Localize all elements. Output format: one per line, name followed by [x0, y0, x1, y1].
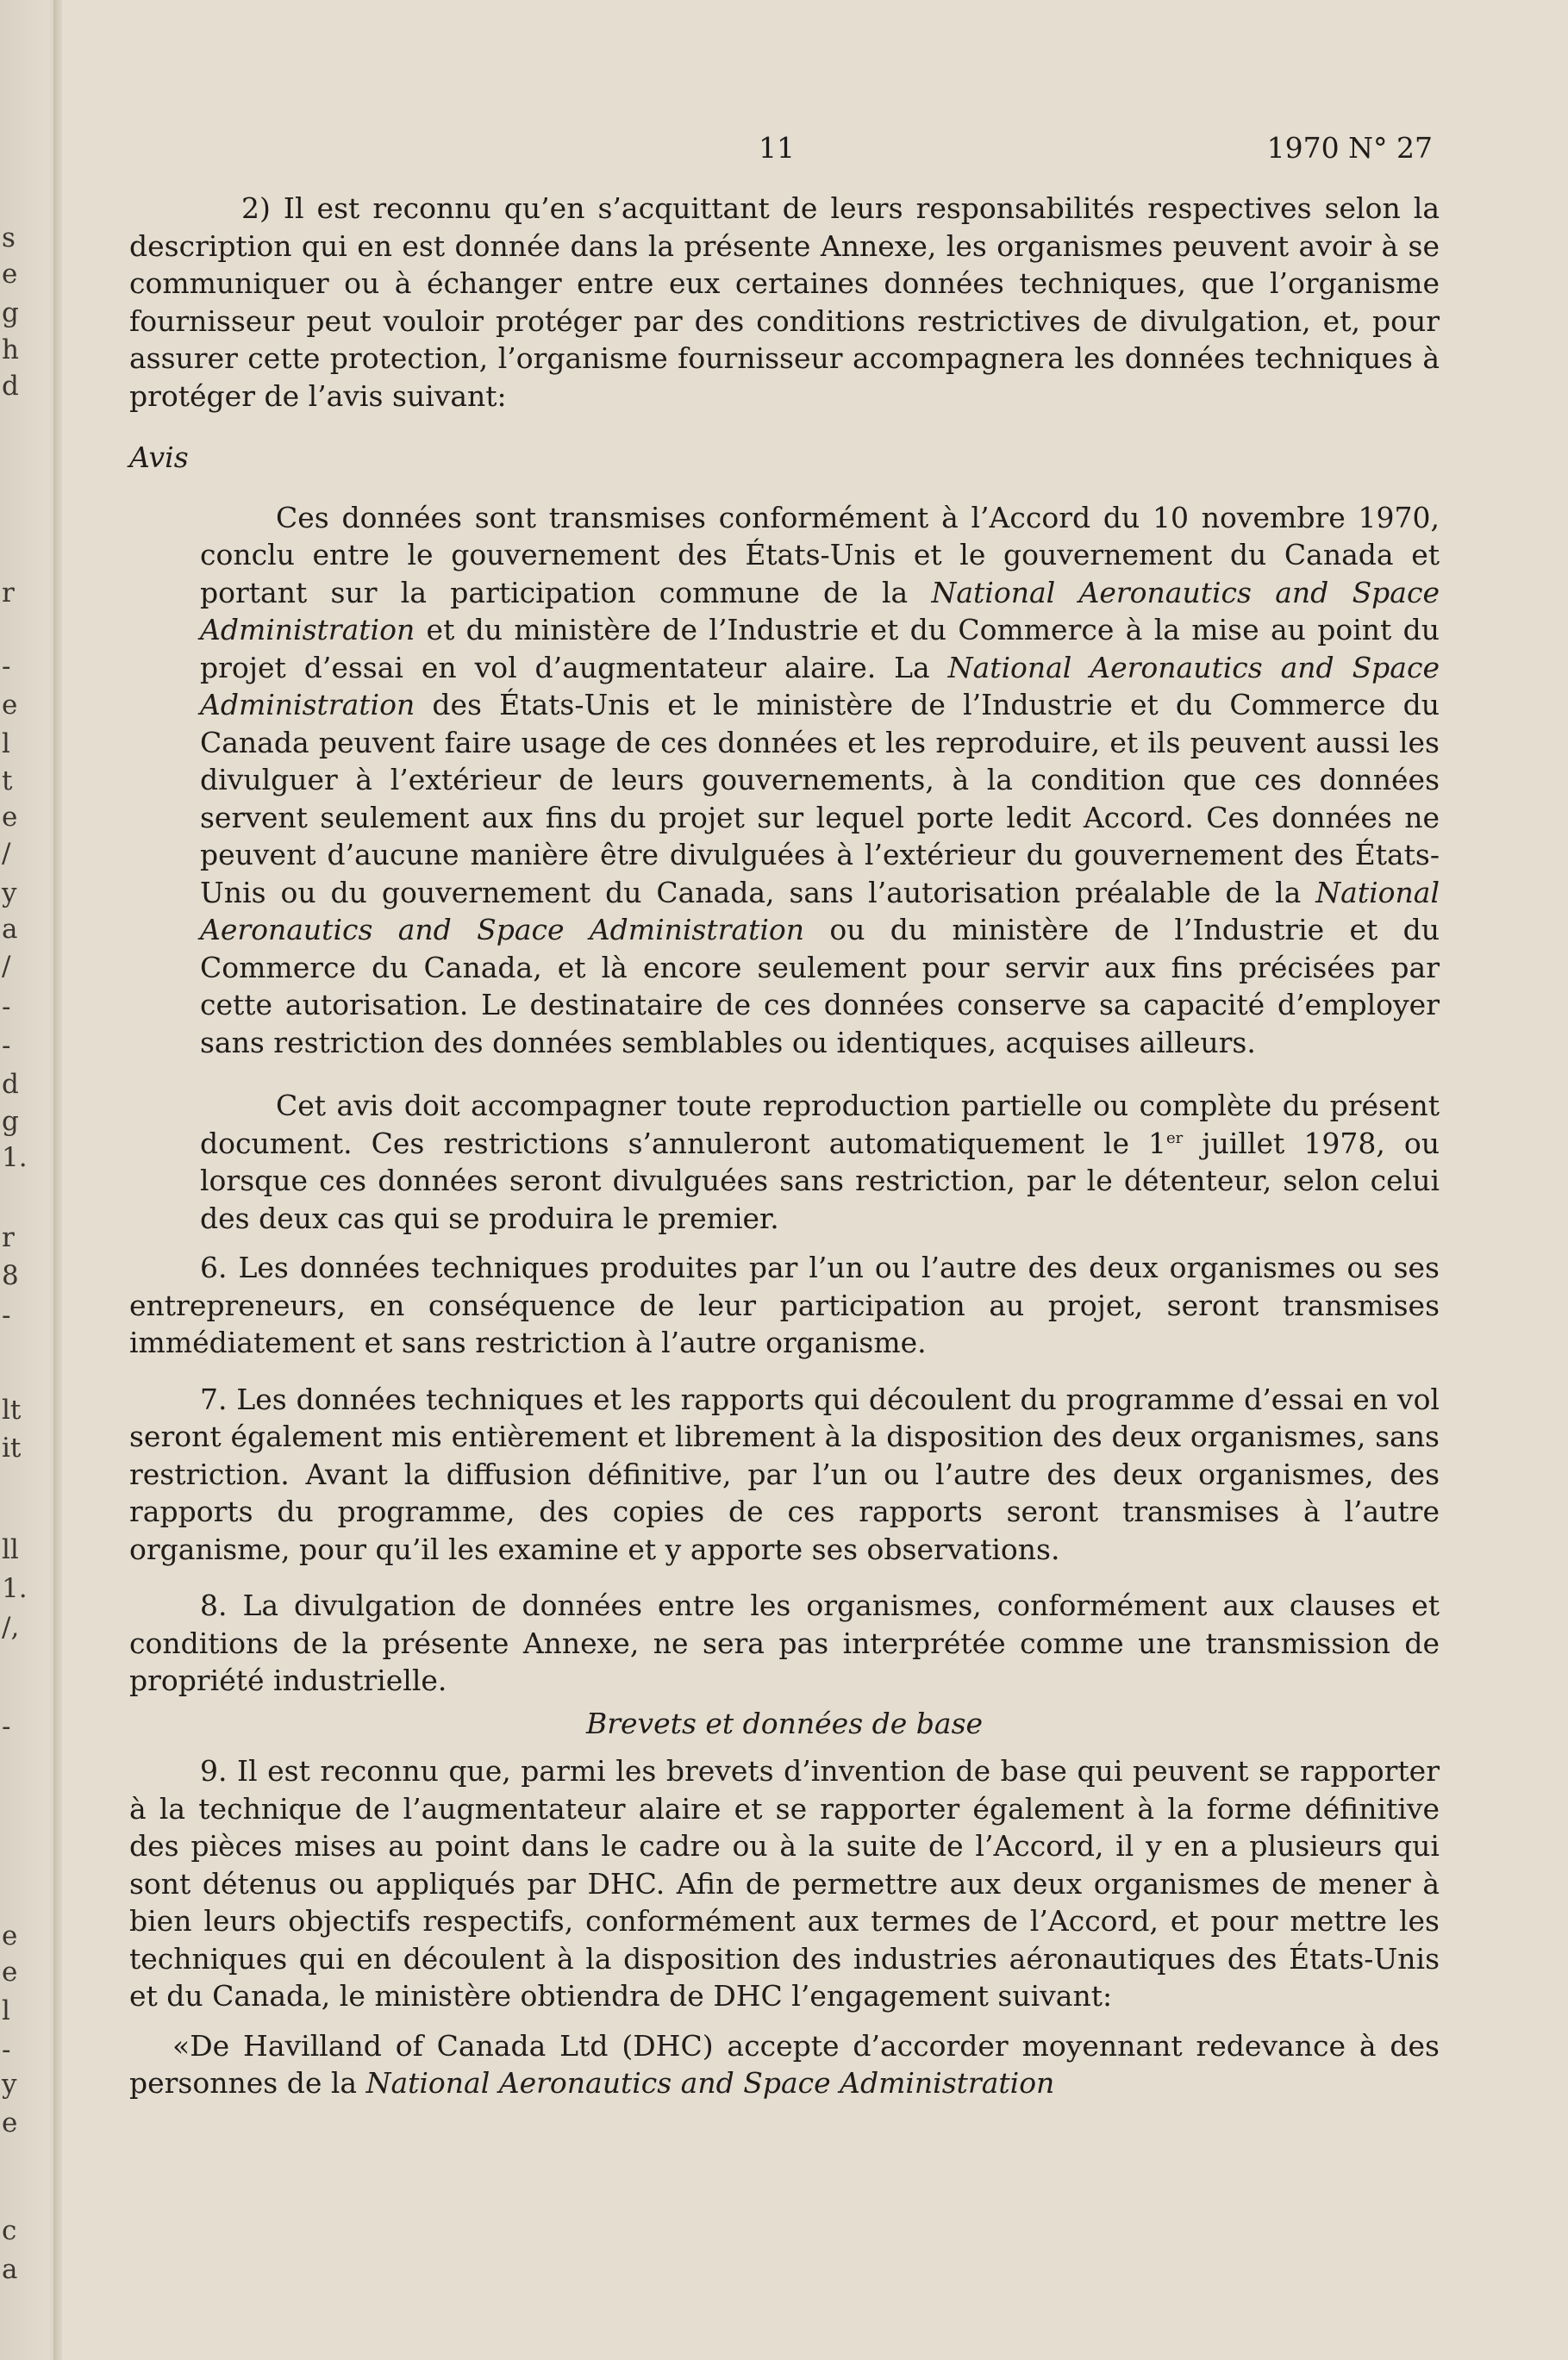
- facing-page-fragment: e: [2, 1957, 18, 1988]
- ordinal-superscript: er: [1166, 1128, 1184, 1147]
- page-binding-edge: [53, 0, 62, 2360]
- org-name: National Aeronautics and Space Administration: [200, 575, 1440, 646]
- facing-page-fragment: g: [2, 1106, 19, 1137]
- org-name: National Aeronautics and Space Administration: [200, 650, 1440, 721]
- facing-page-fragment: lt: [2, 1395, 22, 1426]
- facing-page-fragment: 8: [2, 1260, 19, 1291]
- facing-page-fragment: ll: [2, 1534, 19, 1565]
- notice-paragraph-2: [200, 1087, 1440, 1237]
- facing-page-fragment: h: [2, 334, 19, 365]
- facing-page-fragment: /: [2, 838, 11, 869]
- facing-page-fragment: d: [2, 371, 19, 402]
- facing-page-fragment: r: [2, 578, 15, 609]
- paragraph-7: 7. Les données techniques et les rapports qui découlent du programme d’essai en vol seront également mis entièrement et librement à la disposition des deux organismes, sans restriction. Avant la diffusion définitive, par l’un ou l’autre des deux organismes, des rapports du programme, des copies de ces rapports seront transmises à l’autre organisme, pour qu’il les examine et y apporte ses observations.: [129, 1382, 1440, 1566]
- facing-page-fragment: -: [2, 1030, 11, 1061]
- notice-text: et du ministère de l’Industrie et du Commerce à la mise au point du projet d’essai en vol d’augmentateur alaire. La: [200, 613, 1440, 684]
- notice-text: Cet avis doit accompagner toute reproduction partielle ou complète du présent document. Ces restrictions s’annuleront automatiquement le 1: [200, 1089, 1440, 1160]
- org-name: National Aeronautics and Space Administration: [365, 2066, 1055, 2100]
- org-name: National Aeronautics and Space Administration: [200, 875, 1440, 946]
- facing-page-fragment: y: [2, 877, 17, 908]
- notice-text: ou du ministère de l’Industrie et du Commerce du Canada, et là encore seulement pour servir aux fins précisées par cette autorisation. Le destinataire de ces données conserve sa capacité d’employer sans restriction des données semblables ou identiques, acquises ailleurs.: [200, 913, 1440, 1059]
- facing-page-fragment: t: [2, 765, 13, 796]
- issue-number: 1970 N° 27: [1266, 131, 1433, 165]
- paragraph-9: 9. Il est reconnu que, parmi les brevets d’invention de base qui peuvent se rapporter à la technique de l’augmentateur alaire et se rapporter également à la forme définitive des pièces mises au point dans le cadre ou à la suite de l’Accord, il y en a plusieurs qui sont détenus ou appliqués par DHC. Afin de permettre aux deux organismes de mener à bien leurs objectifs respectifs, conformément aux termes de l’Accord, et pour mettre les techniques qui en découlent à la disposition des industries aéronautiques des États-Unis et du Canada, le ministère obtiendra de DHC l’engagement suivant:: [129, 1754, 1440, 2013]
- facing-page-fragment: s: [2, 222, 16, 253]
- quote-paragraph: [129, 2027, 1440, 2102]
- facing-page-fragment: -: [2, 1300, 11, 1331]
- facing-page-fragment: 1.: [2, 1573, 28, 1604]
- facing-page-fragment: -: [2, 991, 11, 1022]
- facing-page-fragment: g: [2, 297, 19, 328]
- paragraph-2: 2) Il est reconnu qu’en s’acquittant de leurs responsabilités respectives selon la description qui en est donnée dans la présente Annexe, les organismes peuvent avoir à se communiquer ou à échanger entre eux certaines données techniques, que l’organisme fournisseur peut vouloir protéger par des conditions restrictives de divulgation, et, pour assurer cette protection, l’organisme fournisseur accompagnera les données techniques à protéger de l’avis suivant:: [129, 191, 1440, 413]
- facing-page-fragment: y: [2, 2069, 17, 2100]
- notice-block: [200, 499, 1440, 1238]
- facing-page-fragment: -: [2, 2034, 11, 2065]
- avis-heading: Avis: [129, 440, 189, 474]
- facing-page-fragment: d: [2, 1069, 19, 1100]
- facing-page-fragment: 1.: [2, 1142, 28, 1173]
- notice-text: juillet 1978, ou lorsque ces données seront divulguées sans restriction, par le détenteur, selon celui des deux cas qui se produira le premier.: [200, 1126, 1440, 1235]
- facing-page-fragment: e: [2, 259, 18, 290]
- facing-page-fragment: /: [2, 951, 11, 982]
- facing-page-text-fragments: [0, 0, 34, 2360]
- quote-text: «De Havilland of Canada Ltd (DHC) accepte d’accorder moyennant redevance à des personnes de la: [129, 2028, 1440, 2100]
- page-header: [129, 129, 1440, 181]
- section-heading: Brevets et données de base: [585, 1706, 984, 1740]
- facing-page-fragment: /,: [2, 1612, 20, 1643]
- facing-page-fragment: e: [2, 1920, 18, 1951]
- facing-page-fragment: a: [2, 2254, 18, 2285]
- facing-page-fragment: e: [2, 802, 18, 833]
- facing-page-fragment: l: [2, 728, 10, 759]
- facing-page-fragment: a: [2, 914, 18, 945]
- notice-text: des États-Unis et le ministère de l’Industrie et du Commerce du Canada peuvent faire usage de ces données et les reproduire, et ils peuvent aussi les divulguer à l’extérieur de leurs gouvernements, à la condition que ces données servent seulement aux fins du projet sur lequel porte ledit Accord. Ces données ne peuvent d’aucune manière être divulguées à l’extérieur du gouvernement des États-Unis ou du gouvernement du Canada, sans l’autorisation préalable de la: [200, 688, 1440, 909]
- facing-page-fragment: l: [2, 1995, 10, 2026]
- notice-text: Ces données sont transmises conformément à l’Accord du 10 novembre 1970, conclu entre le gouvernement des États-Unis et le gouvernement du Canada et portant sur la participation commune de la: [200, 500, 1440, 609]
- facing-page-fragment: r: [2, 1222, 15, 1253]
- facing-page-fragment: c: [2, 2215, 17, 2246]
- notice-paragraph-1: [200, 499, 1440, 1062]
- facing-page-fragment: e: [2, 2107, 18, 2138]
- page-number: 11: [759, 131, 795, 165]
- facing-page-fragment: -: [2, 1711, 11, 1742]
- facing-page-fragment: -: [2, 651, 11, 682]
- document-page: [129, 129, 1440, 2102]
- facing-page-fragment: e: [2, 690, 18, 721]
- paragraph-6: 6. Les données techniques produites par l’un ou l’autre des deux organismes ou ses entrepreneurs, en conséquence de leur participation au projet, seront transmises immédiatement et sans restriction à l’autre organisme.: [129, 1251, 1440, 1359]
- paragraph-8: 8. La divulgation de données entre les organismes, conformément aux clauses et conditions de la présente Annexe, ne sera pas interprétée comme une transmission de propriété industrielle.: [129, 1589, 1440, 1697]
- facing-page-fragment: it: [2, 1433, 22, 1464]
